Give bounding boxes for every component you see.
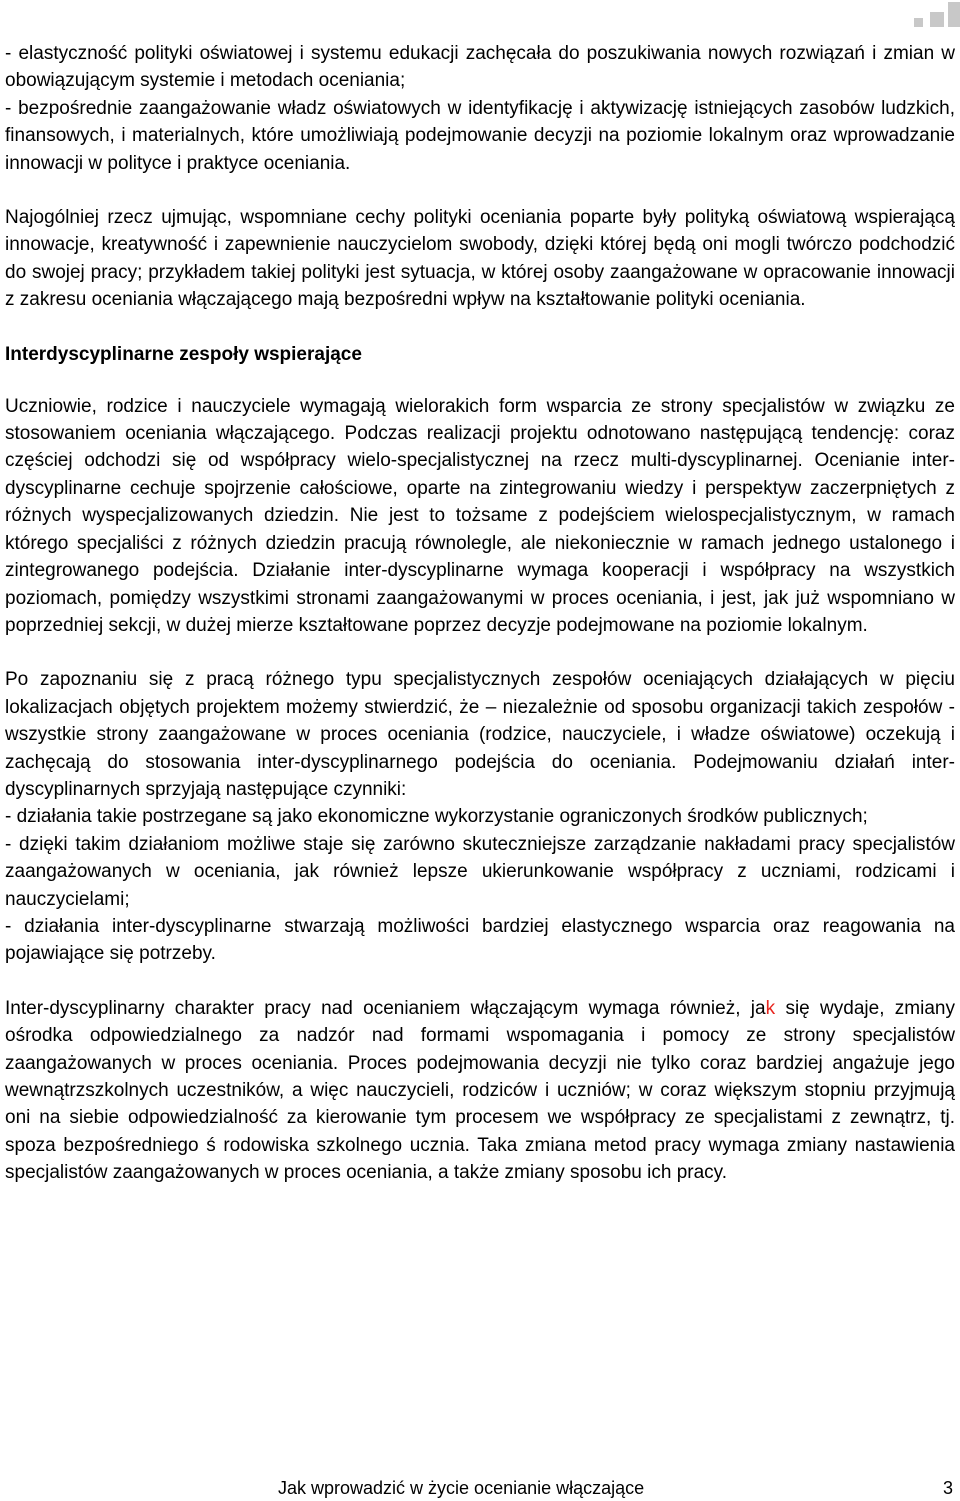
paragraph-text: się wydaje, zmiany ośrodka odpowiedzialnego za nadzór nad formami wspomagania i pomocy ze strony specjalistów zaangażowanych w proces oceniania. Proces podejmowania decyzji nie tylko coraz bardziej angażuje jego wewnątrzszkolnych uczestników, a więc nauczycieli, rodziców i uczniów; w coraz większym stopniu przyjmują oni na siebie odpowiedzialność za kierowanie tym procesem we współpracy ze specjalistami z zewnątrz, tj. spoza bezpośredniego ś rodowiska szkolnego ucznia. Taka zmiana metod pracy wymaga zmiany nastawienia specjalistów zaangażowanych w proces oceniania, a także zmiany sposobu ich pracy. (5, 997, 955, 1184)
intro-list (5, 40, 955, 177)
document-page (5, 40, 955, 1187)
summary-paragraph: Najogólniej rzecz ujmując, wspomniane cechy polityki oceniania poparte były polityką oświatową wspierającą innowacje, kreatywność i zapewnienie nauczycielom swobody, dzięki której będą oni mogli twórczo podchodzić do swojej pracy; przykładem takiej polityki jest sytuacja, w której osoby zaangażowane w opracowanie innowacji z zakresu oceniania włączającego mają bezpośredni wpływ na kształtowanie polityki oceniania. (5, 207, 955, 311)
page-footer (5, 1475, 955, 1501)
intro-list-item: - elastyczność polityki oświatowej i systemu edukacji zachęcała do poszukiwania nowych rozwiązań i zmian w obowiązującym systemie i metodach oceniania; (5, 43, 955, 92)
intro-list-item: - bezpośrednie zaangażowanie władz oświatowych w identyfikację i aktywizację istniejących zasobów ludzkich, finansowych, i materialnych, które umożliwiają podejmowanie decyzji na poziomie lokalnym oraz wprowadzanie innowacji w polityce i praktyce oceniania. (5, 97, 955, 174)
corner-logo (890, 0, 960, 34)
logo-graphic (890, 0, 960, 34)
factor-item: - działania takie postrzegane są jako ekonomiczne wykorzystanie ograniczonych środków publicznych; (5, 806, 868, 828)
factor-item: - działania inter-dyscyplinarne stwarzają możliwości bardziej elastycznego wsparcia oraz reagowania na pojawiające się potrzeby. (5, 915, 955, 965)
section-paragraph: Uczniowie, rodzice i nauczyciele wymagają wielorakich form wsparcia ze strony specjalistów w związku ze stosowaniem oceniania włączającego. Podczas realizacji projektu odnotowano następującą tendencję: coraz częściej odchodzi się od współpracy wielo-specjalistycznej na rzecz multi-dyscyplinarnej. Ocenianie inter-dyscyplinarne cechuje spojrzenie całościowe, oparte na zintegrowaniu wiedzy i perspektyw zaczerpniętych z różnych wyspecjalizowanych dziedzin. Nie jest to tożsame z podejściem wielospecjalistycznym, w ramach którego specjaliści z różnych dziedzin pracują równolegle, ale niekoniecznie w ramach jednego ustalonego i zintegrowanego podejścia. Działanie inter-dyscyplinarne wymaga kooperacji i współpracy na wszystkich poziomach, pomiędzy wszystkimi stronami zaangażowanymi w proces oceniania, i jest, jak już wspomniano w poprzedniej sekcji, w dużej mierze kształtowane poprzez decyzje podejmowane na poziomie lokalnym. (5, 395, 955, 636)
factors-list (5, 803, 955, 967)
factor-item: - dzięki takim działaniom możliwe staje się zarówno skuteczniejsze zarządzanie nakładami pracy specjalistów zaangażowanych w oceniania, jak również lepsze ukierunkowanie współpracy z uczniami, rodzicami i nauczycielami; (5, 833, 955, 910)
section-paragraph (5, 995, 955, 1187)
highlighted-letter: k (765, 997, 776, 1019)
paragraph-text: Inter-dyscyplinarny charakter pracy nad ocenianiem włączającym wymaga również, ja (5, 997, 766, 1019)
section-heading: Interdyscyplinarne zespoły wspierające (5, 343, 362, 365)
footer-title: Jak wprowadzić w życie ocenianie włączające (278, 1478, 645, 1498)
section-paragraph: Po zapoznaniu się z pracą różnego typu specjalistycznych zespołów oceniających działających w pięciu lokalizacjach objętych projektem możemy stwierdzić, że – niezależnie od sposobu organizacji takich zespołów - wszystkie strony zaangażowane w proces oceniania (rodzice, nauczyciele, i władze oświatowe) oczekują i zachęcają do stosowania inter-dyscyplinarnego podejścia do oceniania. Podejmowaniu działań inter-dyscyplinarnych sprzyjają następujące czynniki: (5, 669, 955, 800)
page-number: 3 (942, 1478, 953, 1498)
